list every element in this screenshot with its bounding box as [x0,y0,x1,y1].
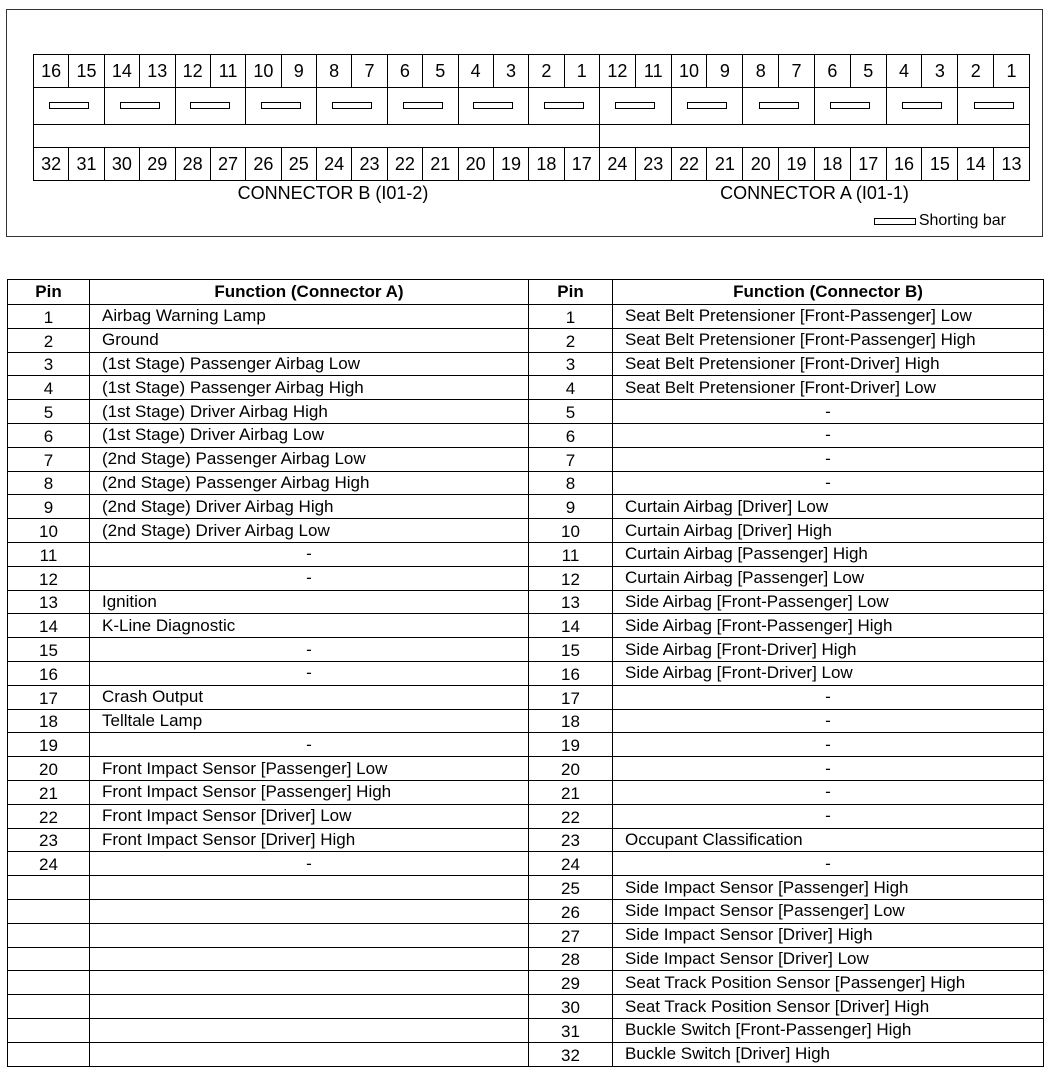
pin-b-cell: 26 [529,899,613,923]
function-a-cell: (2nd Stage) Driver Airbag Low [90,519,529,543]
table-row [8,709,1044,733]
pin-number: 9 [707,55,743,87]
function-a-cell: - [90,733,529,757]
function-a-cell: - [90,638,529,662]
connector-a-shorting-bars [600,87,1029,125]
pin-b-cell: 7 [529,447,613,471]
function-a-cell: Ground [90,328,529,352]
pin-number: 18 [529,148,564,180]
table-row [8,971,1044,995]
function-a-cell: K-Line Diagnostic [90,614,529,638]
pin-b-cell: 32 [529,1042,613,1066]
pin-number: 4 [887,55,923,87]
pin-b-cell: 15 [529,638,613,662]
pin-number: 13 [1001,153,1022,174]
table-header-row [8,280,1044,305]
shorting-bar-slot [246,87,317,124]
shorting-bar-icon [759,102,799,109]
pin-b-cell: 28 [529,947,613,971]
function-a-cell: Crash Output [90,685,529,709]
pin-b-cell: 22 [529,804,613,828]
pin-a-cell: 12 [8,566,90,590]
pin-number: 17 [571,153,592,174]
connector-b [33,54,600,181]
pin-a-cell: 7 [8,447,90,471]
pin-a-cell: 21 [8,780,90,804]
pin-b-cell: 3 [529,352,613,376]
connector-b-top-pins [34,55,599,88]
connector-b-label: CONNECTOR B (I01-2) [237,183,429,203]
function-a-cell: (1st Stage) Driver Airbag Low [90,423,529,447]
pin-b-cell: 4 [529,376,613,400]
function-b-cell: - [613,757,1044,781]
pin-b-cell: 24 [529,852,613,876]
table-row [8,685,1044,709]
function-b-cell: Buckle Switch [Front-Passenger] High [613,1018,1044,1042]
pin-number: 5 [423,55,458,87]
pin-number: 20 [743,148,779,180]
shorting-bar-slot [672,87,744,124]
pin-a-cell: 24 [8,852,90,876]
function-b-cell: Seat Track Position Sensor [Passenger] High [613,971,1044,995]
table-row [8,519,1044,543]
pin-b-cell: 20 [529,757,613,781]
pin-b-cell: 19 [529,733,613,757]
pin-number: 7 [352,55,387,87]
shorting-bar-slot [887,87,959,124]
pin-number: 6 [388,55,423,87]
pin-b-cell: 30 [529,995,613,1019]
pin-number: 24 [317,148,352,180]
pin-number: 28 [176,148,211,180]
pin-number: 14 [958,148,994,180]
function-a-cell [90,923,529,947]
table-row [8,1018,1044,1042]
function-a-cell: (2nd Stage) Driver Airbag High [90,495,529,519]
pin-number: 10 [672,55,708,87]
pin-number: 24 [600,148,636,180]
pin-b-cell: 2 [529,328,613,352]
function-b-cell: - [613,733,1044,757]
pin-a-cell: 1 [8,305,90,329]
pin-b-cell: 8 [529,471,613,495]
shorting-bar-icon [902,102,942,109]
table-row [8,828,1044,852]
pin-b-cell: 14 [529,614,613,638]
shorting-bar-icon [403,102,443,109]
function-a-cell: Front Impact Sensor [Passenger] Low [90,757,529,781]
pin-number: 15 [69,55,104,87]
pin-number: 19 [779,148,815,180]
connector-a-label: CONNECTOR A (I01-1) [720,183,909,203]
function-a-cell: (2nd Stage) Passenger Airbag High [90,471,529,495]
pin-number: 6 [815,55,851,87]
pin-a-cell: 18 [8,709,90,733]
shorting-bar-icon [49,102,89,109]
header-pin-b: Pin [529,280,613,305]
shorting-bar-slot [105,87,176,124]
function-a-cell [90,876,529,900]
table-row [8,947,1044,971]
pin-number: 5 [851,55,887,87]
table-row [8,661,1044,685]
function-b-cell: Seat Belt Pretensioner [Front-Passenger] Low [613,305,1044,329]
function-b-cell: Curtain Airbag [Passenger] Low [613,566,1044,590]
pin-number: 13 [140,55,175,87]
pin-a-cell: 11 [8,542,90,566]
function-b-cell: Curtain Airbag [Passenger] High [613,542,1044,566]
pin-a-cell: 23 [8,828,90,852]
function-a-cell: - [90,566,529,590]
table-row [8,757,1044,781]
legend-label: Shorting bar [918,212,1006,229]
function-a-cell: Airbag Warning Lamp [90,305,529,329]
pin-number: 2 [529,55,564,87]
function-b-cell: - [613,709,1044,733]
function-b-cell: Curtain Airbag [Driver] High [613,519,1044,543]
function-a-cell: (1st Stage) Driver Airbag High [90,400,529,424]
function-a-cell: - [90,852,529,876]
shorting-bar-slot [317,87,388,124]
function-b-cell: Side Impact Sensor [Driver] Low [613,947,1044,971]
table-row [8,542,1044,566]
table-row [8,590,1044,614]
pin-b-cell: 29 [529,971,613,995]
pin-number: 8 [743,55,779,87]
pin-function-table [7,279,1044,1067]
function-a-cell: Front Impact Sensor [Passenger] High [90,780,529,804]
pin-b-cell: 9 [529,495,613,519]
function-b-cell: - [613,852,1044,876]
connector-b-shorting-bars [34,87,599,125]
table-row [8,376,1044,400]
table-row [8,614,1044,638]
pin-b-cell: 31 [529,1018,613,1042]
pin-number: 3 [494,55,529,87]
pin-number: 25 [282,148,317,180]
shorting-bar-slot [815,87,887,124]
function-b-cell: Side Airbag [Front-Driver] High [613,638,1044,662]
header-function-a: Function (Connector A) [90,280,529,305]
pin-number: 7 [779,55,815,87]
shorting-bar-slot [958,87,1029,124]
function-a-cell: - [90,542,529,566]
pin-number: 9 [282,55,317,87]
table-row [8,638,1044,662]
pin-a-cell [8,947,90,971]
shorting-bar-icon [974,102,1014,109]
pin-b-cell: 5 [529,400,613,424]
function-b-cell: Side Airbag [Front-Passenger] Low [613,590,1044,614]
pin-a-cell: 22 [8,804,90,828]
pin-number: 15 [922,148,958,180]
function-b-cell: Side Airbag [Front-Passenger] High [613,614,1044,638]
function-a-cell: Telltale Lamp [90,709,529,733]
shorting-bar-icon [615,102,655,109]
function-a-cell: Ignition [90,590,529,614]
pin-a-cell: 5 [8,400,90,424]
function-a-cell: (1st Stage) Passenger Airbag Low [90,352,529,376]
shorting-bar-slot [176,87,247,124]
pin-number: 8 [317,55,352,87]
pin-b-cell: 10 [529,519,613,543]
table-row [8,804,1044,828]
shorting-bar-icon [830,102,870,109]
connector-a [599,54,1030,181]
pin-a-cell: 6 [8,423,90,447]
function-b-cell: Seat Track Position Sensor [Driver] High [613,995,1044,1019]
pin-number: 27 [211,148,246,180]
function-a-cell [90,899,529,923]
pin-a-cell: 10 [8,519,90,543]
pin-b-cell: 16 [529,661,613,685]
pin-number: 3 [922,55,958,87]
shorting-bar-icon [874,218,916,225]
pin-number: 22 [388,148,423,180]
pin-b-cell: 1 [529,305,613,329]
shorting-bar-icon [687,102,727,109]
table-row [8,305,1044,329]
pin-number: 21 [707,148,743,180]
table-row [8,733,1044,757]
pin-a-cell: 2 [8,328,90,352]
pin-number: 31 [69,148,104,180]
table-row [8,995,1044,1019]
function-a-cell [90,995,529,1019]
function-a-cell: (2nd Stage) Passenger Airbag Low [90,447,529,471]
pin-a-cell: 19 [8,733,90,757]
pin-b-cell: 18 [529,709,613,733]
table-row [8,780,1044,804]
pin-number: 12 [600,55,636,87]
table-row [8,852,1044,876]
table-row [8,899,1044,923]
shorting-bar-slot [743,87,815,124]
pin-b-cell: 27 [529,923,613,947]
shorting-bar-icon [332,102,372,109]
pin-a-cell [8,899,90,923]
header-function-b: Function (Connector B) [613,280,1044,305]
shorting-bar-icon [261,102,301,109]
shorting-bar-slot [529,87,599,124]
pin-number: 29 [140,148,175,180]
pin-number: 1 [1006,60,1017,81]
pin-number: 23 [352,148,387,180]
shorting-bar-slot [459,87,530,124]
function-b-cell: Seat Belt Pretensioner [Front-Driver] High [613,352,1044,376]
table-row [8,471,1044,495]
pin-a-cell: 20 [8,757,90,781]
pin-number: 2 [958,55,994,87]
pin-number: 11 [636,55,672,87]
table-row [8,352,1044,376]
function-a-cell [90,947,529,971]
pin-number: 14 [105,55,140,87]
function-a-cell [90,971,529,995]
pin-number: 23 [636,148,672,180]
function-a-cell: Front Impact Sensor [Driver] Low [90,804,529,828]
pin-b-cell: 12 [529,566,613,590]
pin-number: 30 [105,148,140,180]
shorting-bar-icon [120,102,160,109]
pin-number: 18 [815,148,851,180]
pin-a-cell: 9 [8,495,90,519]
pin-a-cell [8,876,90,900]
pin-number: 17 [851,148,887,180]
function-b-cell: - [613,423,1044,447]
connector-a-bottom-pins [600,147,1029,180]
function-b-cell: Seat Belt Pretensioner [Front-Driver] Low [613,376,1044,400]
table-row [8,423,1044,447]
table-row [8,923,1044,947]
connector-diagram [6,9,1043,237]
pin-a-cell [8,923,90,947]
pin-a-cell: 4 [8,376,90,400]
pin-number: 16 [34,55,69,87]
pin-number: 32 [34,148,69,180]
pin-number: 12 [176,55,211,87]
shorting-bar-slot [34,87,105,124]
function-a-cell: - [90,661,529,685]
table-row [8,876,1044,900]
function-a-cell: (1st Stage) Passenger Airbag High [90,376,529,400]
shorting-bar-icon [544,102,584,109]
pin-b-cell: 6 [529,423,613,447]
pin-a-cell: 16 [8,661,90,685]
function-b-cell: - [613,471,1044,495]
function-b-cell: Side Impact Sensor [Passenger] Low [613,899,1044,923]
shorting-bar-slot [388,87,459,124]
pin-number: 26 [246,148,281,180]
table-row [8,495,1044,519]
shorting-bar-icon [473,102,513,109]
pin-number: 21 [423,148,458,180]
table-row [8,1042,1044,1066]
pin-number: 20 [459,148,494,180]
pin-number: 16 [887,148,923,180]
function-b-cell: Side Impact Sensor [Passenger] High [613,876,1044,900]
shorting-bar-icon [190,102,230,109]
function-b-cell: - [613,685,1044,709]
pin-b-cell: 17 [529,685,613,709]
connector-a-top-pins [600,55,1029,88]
pin-a-cell: 8 [8,471,90,495]
pin-b-cell: 11 [529,542,613,566]
function-b-cell: - [613,804,1044,828]
pin-b-cell: 13 [529,590,613,614]
pin-a-cell: 14 [8,614,90,638]
function-b-cell: Buckle Switch [Driver] High [613,1042,1044,1066]
table-row [8,400,1044,424]
pin-number: 19 [494,148,529,180]
function-b-cell: Side Airbag [Front-Driver] Low [613,661,1044,685]
shorting-bar-slot [600,87,672,124]
function-a-cell: Front Impact Sensor [Driver] High [90,828,529,852]
pin-number: 11 [211,55,246,87]
pin-a-cell [8,971,90,995]
pin-a-cell [8,1042,90,1066]
function-b-cell: Seat Belt Pretensioner [Front-Passenger] High [613,328,1044,352]
function-b-cell: Curtain Airbag [Driver] Low [613,495,1044,519]
pin-a-cell: 17 [8,685,90,709]
pin-number: 4 [459,55,494,87]
table-row [8,447,1044,471]
pin-number: 22 [672,148,708,180]
connector-b-bottom-pins [34,147,599,180]
function-b-cell: - [613,447,1044,471]
pin-b-cell: 23 [529,828,613,852]
pin-a-cell: 13 [8,590,90,614]
function-b-cell: Occupant Classification [613,828,1044,852]
pin-number: 1 [576,60,587,81]
pin-a-cell [8,995,90,1019]
pin-a-cell: 3 [8,352,90,376]
table-row [8,566,1044,590]
pin-b-cell: 25 [529,876,613,900]
function-a-cell [90,1042,529,1066]
table-row [8,328,1044,352]
function-b-cell: Side Impact Sensor [Driver] High [613,923,1044,947]
legend [874,212,1006,230]
pin-number: 10 [246,55,281,87]
header-pin-a: Pin [8,280,90,305]
pin-b-cell: 21 [529,780,613,804]
function-a-cell [90,1018,529,1042]
function-b-cell: - [613,400,1044,424]
pin-a-cell [8,1018,90,1042]
pin-a-cell: 15 [8,638,90,662]
function-b-cell: - [613,780,1044,804]
